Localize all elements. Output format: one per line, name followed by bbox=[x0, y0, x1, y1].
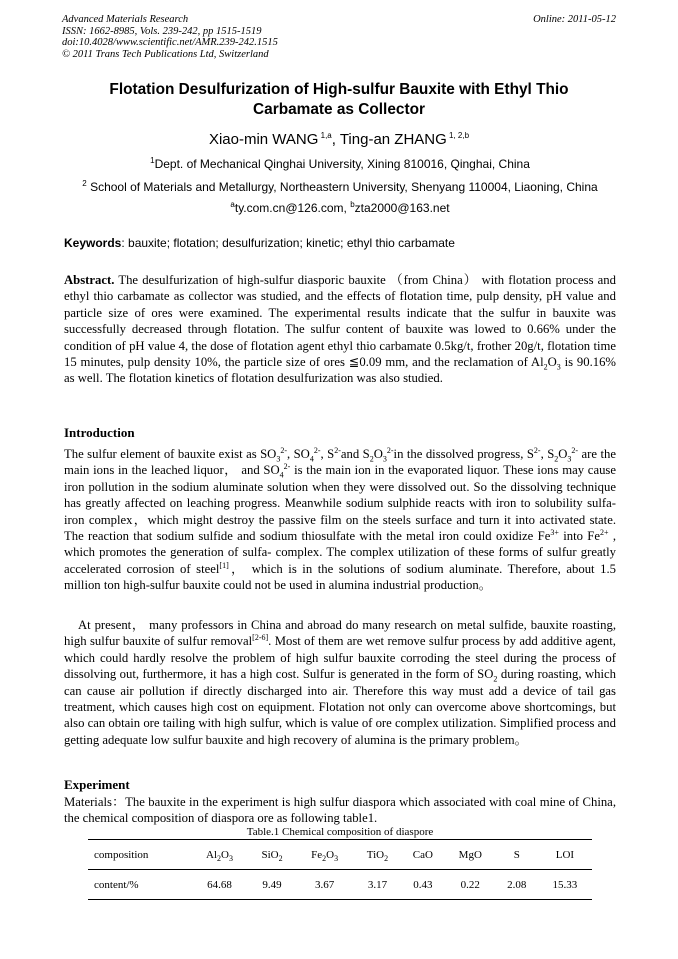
email-a: ty.com.cn@126.com, bbox=[234, 201, 351, 215]
table-cell: 3.67 bbox=[295, 870, 354, 900]
table-cell: 64.68 bbox=[190, 870, 249, 900]
author-list bbox=[64, 131, 614, 149]
table-header-cell: $Al_2O_3$ bbox=[190, 840, 249, 870]
composition-table bbox=[88, 839, 592, 900]
table-header-row bbox=[88, 840, 592, 870]
affiliation-1: $^1$Dept. of Mechanical Qinghai University, Xining 810016, Qinghai, China bbox=[150, 156, 530, 171]
citation-1[interactable]: [1] bbox=[219, 560, 229, 570]
copyright-line: © 2011 Trans Tech Publications Ltd, Switzerland bbox=[62, 48, 269, 60]
email-b: zta2000@163.net bbox=[354, 201, 450, 215]
introduction-paragraph-1: The sulfur element of bauxite exist as $SO_3^{2-}$, $SO_4^{2-}$, $S^{2-}and$ $S_2O_3^{2-}in$ the dissolved progress, $S^{2-}$, $S_2O_3^{2-}$ are the main ions in the leached liquor， and $SO_4^{2-}$ is the main ion in the evaporated liquor. These ions may cause iron pollution in the sodium aluminate solution when they were dissolved out. So the dissolving technique has greatly affected on leaching progress. Meanwhile sodium sulphide reacts with iron to solubility sulfa-iron complex，which might destroy the passive film on the steels surface and turn it into activated state. The reaction that sodium sulfide and sodium thiosulfate with the metal iron could oxidize $Fe^{3+}$ into $Fe^{2+}$ , which promotes the generation of sulfa- complex. The complex utilization of these forms of sulfur greatly accelerated corrosion of steel[1]， which is in the solutions of sodium aluminate. Therefore, about 1.5 million ton high-sulfur bauxite could not be used in alumina industrial production。 bbox=[64, 445, 616, 593]
journal-header bbox=[62, 14, 618, 60]
keywords-label: Keywords bbox=[64, 236, 122, 250]
table-header-cell: S bbox=[496, 840, 538, 870]
table-row-label: content/% bbox=[88, 870, 190, 900]
paper-title bbox=[64, 80, 614, 120]
table-header-cell: composition bbox=[88, 840, 190, 870]
author-1-affil-mark: 1,a bbox=[318, 131, 332, 140]
title-line-1: Flotation Desulfurization of High-sulfur Bauxite with Ethyl Thio bbox=[109, 81, 569, 98]
table-cell: 3.17 bbox=[354, 870, 401, 900]
section-heading-introduction: Introduction bbox=[64, 425, 135, 440]
table-cell: 0.43 bbox=[401, 870, 445, 900]
author-emails: $^a$ty.com.cn@126.com, $^b$zta2000@163.net bbox=[230, 200, 450, 215]
author-2: Ting-an ZHANG bbox=[339, 131, 447, 148]
table-header-cell: TiO$_2$ bbox=[354, 840, 401, 870]
journal-name: Advanced Materials Research bbox=[62, 14, 189, 25]
author-separator: , bbox=[331, 131, 340, 148]
introduction-paragraph-2: At present， many professors in China and abroad do many research on metal sulfide, bauxite roasting, high sulfur bauxite of sulfur removal[2-6]. Most of them are wet remove sulfur process by add additive agent, which could hardly resolve the problem of high sulfur bauxite corroding the steel during the process of dissolving out, furthermore, it has a high cost. Sulfur is generated in the form of $SO_2$ during roasting, which can cause air pollution if directly discharged into air. Therefore this way must add a device of tail gas treatment, which causes high cost on equipment. Flotation not only can overcome above shortcomings, but also can obtain ore tailing with high sulfur, which is value of ore complex utilization. Simplified process and getting adequate low sulfur bauxite and high recovery of alumina is the primary problem。 bbox=[64, 618, 616, 747]
author-1: Xiao-min WANG bbox=[208, 131, 319, 148]
table-cell: 0.22 bbox=[445, 870, 496, 900]
online-date: Online: 2011-05-12 bbox=[533, 14, 616, 25]
table-cell: 15.33 bbox=[538, 870, 592, 900]
doi-line: doi:10.4028/www.scientific.net/AMR.239-242.1515 bbox=[62, 37, 278, 49]
author-2-affil-mark: 1, 2,b bbox=[446, 131, 470, 140]
section-heading-experiment: Experiment bbox=[64, 777, 130, 792]
keywords-text: : bauxite; flotation; desulfurization; kinetic; ethyl thio carbamate bbox=[121, 236, 455, 250]
table-row bbox=[88, 870, 592, 900]
abstract-label: Abstract. bbox=[64, 273, 115, 287]
table-header-cell: MgO bbox=[445, 840, 496, 870]
keywords bbox=[64, 236, 616, 250]
table-cell: 9.49 bbox=[249, 870, 295, 900]
materials-paragraph: Materials：The bauxite in the experiment is high sulfur diaspora which associated with coal mine of China, the chemical composition of diaspora ore as following table1. bbox=[64, 795, 616, 826]
citation-2-6[interactable]: [2-6] bbox=[252, 633, 269, 643]
table-header-cell: $Fe_2O_3$ bbox=[295, 840, 354, 870]
affiliation-2: $^2$ School of Materials and Metallurgy, Northeastern University, Shenyang 110004, Liaoning, China bbox=[82, 179, 598, 194]
table-header-cell: CaO bbox=[401, 840, 445, 870]
table-caption: Table.1 Chemical composition of diaspore bbox=[246, 826, 434, 838]
table-header-cell: LOI bbox=[538, 840, 592, 870]
table-cell: 2.08 bbox=[496, 870, 538, 900]
table-header-cell: SiO$_2$ bbox=[249, 840, 295, 870]
title-line-2: Carbamate as Collector bbox=[253, 101, 425, 118]
abstract: Abstract. The desulfurization of high-sulfur diasporic bauxite （from China） with flotation process and ethyl thio carbamate as collector was studied, and the effects of flotation time, pulp density, pH value and particle size of ores were examined. The experimental results indicate that the sulfur in bauxite was successfully decreased through flotation. The sulfur content of bauxite was lowed to 0.66% under the condition of pH value 4, the dose of flotation agent ethyl thio carbamate 0.5kg/t, frother 20g/t, flotation time 15 minutes, pulp density 10%, the particle size of ores ≦0.09 mm, and the reclamation of $Al_2O_3$ is 90.16% as well. The flotation kinetics of flotation desulfurization was also studied. bbox=[64, 273, 616, 386]
issn-line: ISSN: 1662-8985, Vols. 239-242, pp 1515-1519 bbox=[62, 25, 262, 37]
